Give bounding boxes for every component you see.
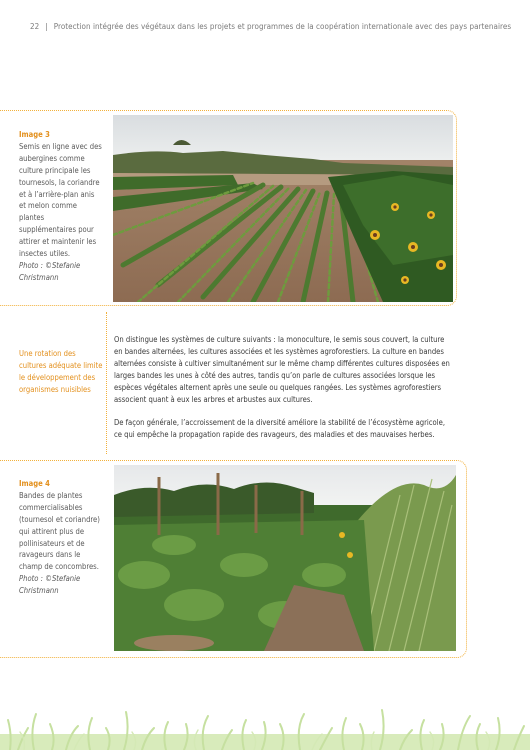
- running-header: [30, 22, 510, 31]
- running-title: Protection intégrée des végétaux dans les projets et programmes de la coopération internationale avec des pays partenaires: [53, 22, 512, 31]
- header-separator: |: [45, 22, 48, 31]
- field-photo-rows: [113, 115, 453, 302]
- sidenote-divider: [106, 312, 107, 454]
- image4-photo: [114, 465, 456, 651]
- body-paragraph-1: On distingue les systèmes de culture suivants : la monoculture, le semis sous couvert, la culture en bandes alternées, les cultures associées et les systèmes agroforestiers. La culture en bandes alternées consiste à cultiver simultanément sur le même champ différentes cultures disposées en larges bandes les unes à côté des autres, tandis qu’on parle de cultures associées lorsque les espèces végétales alternent après une seule ou quelques rangées. Les systèmes agroforestiers associent quant à eux les arbres et arbustes aux cultures.: [114, 335, 450, 404]
- grass-border-decoration: [0, 694, 530, 750]
- body-paragraph-2: De façon générale, l’accroissement de la diversité améliore la stabilité de l’écosystème agricole, ce qui empêche la propagation rapide des ravageurs, des maladies et des mauvaises herbes.: [114, 418, 446, 440]
- image3-credit: Photo : ©Stefanie Christmann: [19, 260, 81, 282]
- grass-icon: [0, 694, 530, 750]
- image3-label: Image 3: [19, 130, 50, 139]
- image4-caption: Bandes de plantes commercialisables (tournesol et coriandre) qui attirent plus de pollinisateurs et de ravageurs dans le champ de concombres.: [19, 490, 100, 572]
- image4-label: Image 4: [19, 479, 50, 488]
- cucumber-field-photo: [114, 465, 456, 651]
- image3-caption: Semis en ligne avec des aubergines comme culture principale les tournesols, la coriandre et à l’arrière-plan anis et melon comme plantes supplémentaires pour attirer et maintenir les insectes utiles.: [19, 141, 102, 259]
- image3-photo: [113, 115, 453, 302]
- image3-caption-block: [19, 129, 103, 284]
- page-number: 22: [30, 22, 40, 31]
- image4-credit: Photo : ©Stefanie Christmann: [19, 574, 81, 596]
- sidenote: Une rotation des cultures adéquate limite le développement des organismes nuisibles: [19, 349, 103, 394]
- image4-caption-block: [19, 478, 103, 597]
- body-text: [114, 334, 454, 453]
